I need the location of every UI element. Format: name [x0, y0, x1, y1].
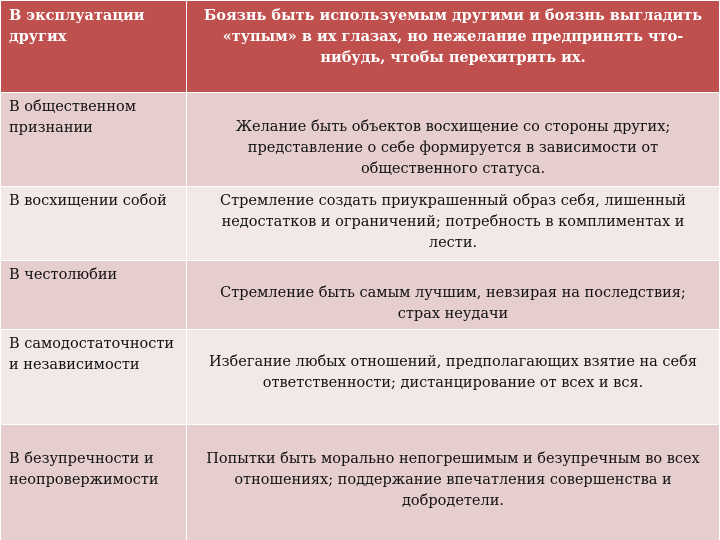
row-description-cell: Стремление создать приукрашенный образ себя, лишенный недостатков и ограничений; потребность в комплиментах и лести.: [187, 187, 720, 261]
table-row: [1, 93, 720, 187]
row-label-cell: В честолюбии: [1, 261, 187, 330]
header-right-cell: Боязнь быть используемым другими и боязнь выгладить «тупым» в их глазах, но нежелание предпринять что-нибудь, чтобы перехитрить их.: [187, 1, 720, 93]
row-description-cell: Желание быть объектов восхищение со стороны других; представление о себе формируется в зависимости от общественного статуса.: [187, 93, 720, 187]
row-description-cell: Попытки быть морально непогрешимым и безупречным во всех отношениях; поддержание впечатления совершенства и добродетели.: [187, 425, 720, 540]
row-label-cell: В общественном признании: [1, 93, 187, 187]
row-label-cell: В безупречности и неопровержимости: [1, 425, 187, 540]
row-description-cell: Стремление быть самым лучшим, невзирая на последствия; страх неудачи: [187, 261, 720, 330]
row-label-cell: В восхищении собой: [1, 187, 187, 261]
table-row: [1, 187, 720, 261]
table-row: [1, 425, 720, 540]
header-left-cell: В эксплуатации других: [1, 1, 187, 93]
table-row: [1, 330, 720, 425]
table-header-row: [1, 1, 720, 93]
row-label-cell: В самодостаточности и независимости: [1, 330, 187, 425]
table-row: [1, 261, 720, 330]
row-description-cell: Избегание любых отношений, предполагающих взятие на себя ответственности; дистанцирование от всех и вся.: [187, 330, 720, 425]
